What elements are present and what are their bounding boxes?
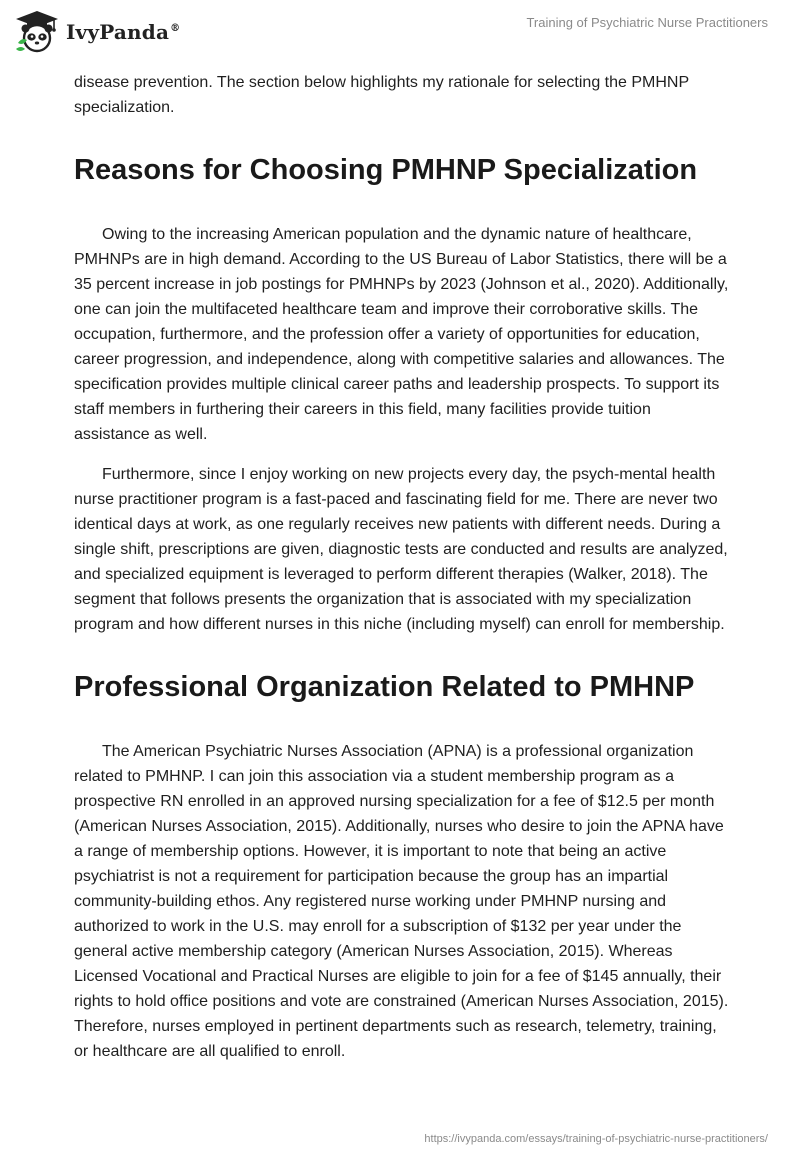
document-title: Training of Psychiatric Nurse Practitioners bbox=[526, 15, 768, 30]
panda-graduate-icon bbox=[14, 9, 60, 55]
organization-paragraph-1: The American Psychiatric Nurses Association (APNA) is a professional organization related to PMHNP. I can join this association via a student membership program as a prospective RN enrolled in an approved nursing specialization for a fee of $12.5 per month (American Nurses Association, 2015). Additionally, nurses who desire to join the APNA have a range of membership options. However, it is important to note that being an active psychiatrist is not a requirement for participation because the group has an impartial community-building ethos. Any registered nurse working under PMHNP nursing and authorized to work in the U.S. may enroll for a subscription of $132 per year under the general active membership category (American Nurses Association, 2015). Whereas Licensed Vocational and Practical Nurses are eligible to join for a fee of $145 annually, their rights to hold office positions and vote are constrained (American Nurses Association, 2015). Therefore, nurses employed in pertinent departments such as research, telemetry, training, or healthcare are all qualified to enroll. bbox=[74, 743, 729, 1060]
source-url[interactable]: https://ivypanda.com/essays/training-of-psychiatric-nurse-practitioners/ bbox=[424, 1133, 768, 1145]
reasons-paragraph-1: Owing to the increasing American population and the dynamic nature of healthcare, PMHNPs are in high demand. According to the US Bureau of Labor Statistics, there will be a 35 percent increase in job postings for PMHNPs by 2023 (Johnson et al., 2020). Additionally, one can join the multifaceted healthcare team and improve their corroborative skills. The occupation, furthermore, and the profession offer a variety of opportunities for education, career progression, and independence, along with competitive salaries and allowances. The specification provides multiple clinical career paths and leadership prospects. To support its staff members in furthering their careers in this field, many facilities provide tuition assistance as well. bbox=[74, 226, 729, 443]
ivypanda-logo[interactable] bbox=[14, 9, 180, 55]
section-heading-reasons: Reasons for Choosing PMHNP Specialization bbox=[74, 154, 698, 186]
intro-paragraph: disease prevention. The section below highlights my rationale for selecting the PMHNP specialization. bbox=[74, 74, 689, 116]
page-header bbox=[0, 0, 800, 64]
brand-name: IvyPanda® bbox=[66, 20, 181, 44]
essay-content bbox=[74, 70, 729, 1064]
reasons-paragraph-2: Furthermore, since I enjoy working on new projects every day, the psych-mental health nurse practitioner program is a fast-paced and fascinating field for me. There are never two identical days at work, as one regularly receives new patients with different needs. During a single shift, prescriptions are given, diagnostic tests are conducted and results are analyzed, and specialized equipment is leveraged to perform different therapies (Walker, 2018). The segment that follows presents the organization that is associated with my specialization program and how different nurses in this niche (including myself) can enroll for membership. bbox=[74, 466, 728, 633]
section-heading-organization: Professional Organization Related to PMHNP bbox=[74, 671, 695, 703]
